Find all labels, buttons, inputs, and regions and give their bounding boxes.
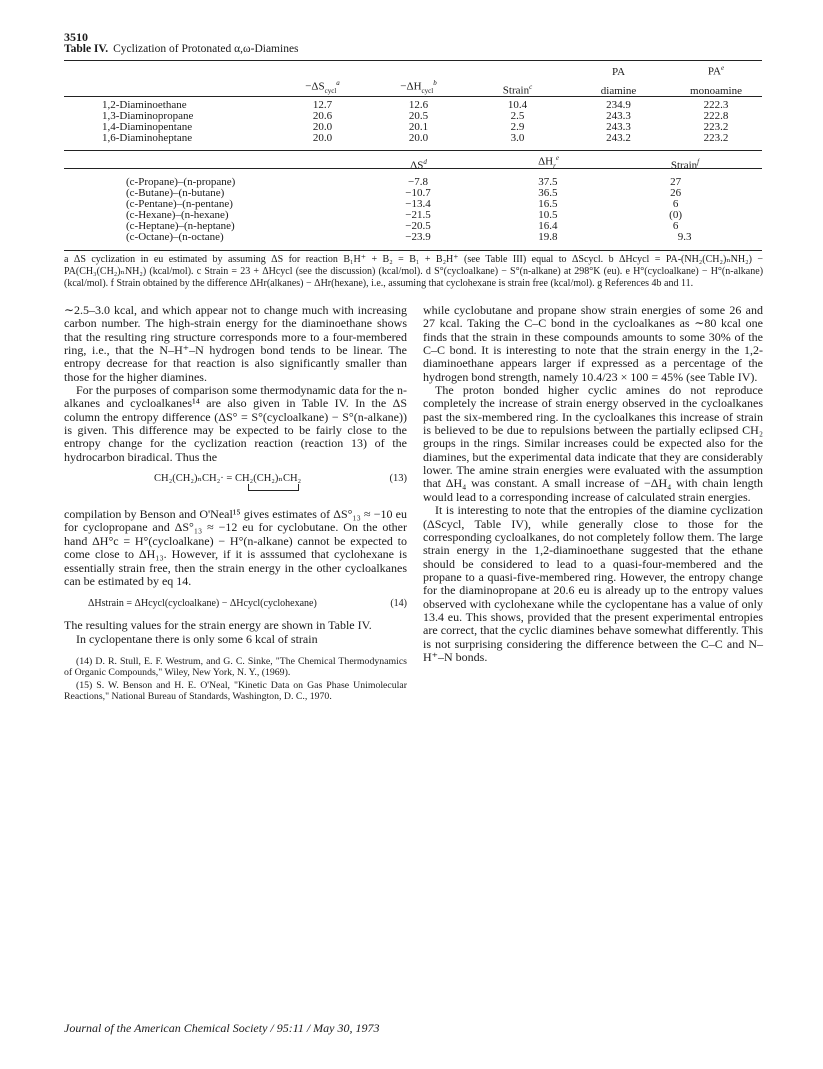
table-title bbox=[64, 43, 299, 55]
paragraph: In cyclopentane there is only some 6 kcal of strain bbox=[76, 631, 318, 646]
paragraph: The resulting values for the strain energy are shown in Table IV. bbox=[64, 618, 372, 633]
table-header-rule bbox=[64, 96, 762, 97]
table-row: (c-Octane)–(n-octane) −23.9 19.8 9.3 bbox=[126, 231, 692, 243]
col-dH-cycl: $-\Delta H_{cycl}^b$ bbox=[400, 78, 437, 95]
table-label: Table IV. bbox=[64, 43, 109, 55]
col-pa-mono-label: $PA^e$ bbox=[707, 64, 725, 78]
table-mid-rule bbox=[64, 150, 762, 151]
table-row: (c-Pentane)–(n-pentane) −13.4 16.5 6 bbox=[126, 198, 679, 210]
footnote-f: f Strain obtained by the difference ΔHr(alkanes) − ΔHr(hexane), i.e., assuming that cyclohexane is strain free (kcal/mol). bbox=[110, 278, 595, 289]
col-dS: $\Delta S^d$ bbox=[410, 158, 427, 172]
footnote-a: a ΔS cyclization in eu estimated by assuming ΔS for reaction B₁H⁺ + B₂ = B₁ + B₂H⁺ (see Table III) equal to ΔScycl. bbox=[64, 254, 604, 265]
table-caption: Cyclization of Protonated α,ω-Diamines bbox=[113, 43, 299, 55]
table-top-rule bbox=[64, 60, 762, 61]
table-body-2 bbox=[64, 177, 762, 243]
table-row: (c-Propane)–(n-propane) −7.8 37.5 27 bbox=[126, 176, 682, 188]
table-row: 1,2-Diaminoethane 12.7 12.6 10.4 234.9 222.3 bbox=[102, 99, 729, 111]
references bbox=[64, 656, 407, 703]
col-monoamine: monoamine bbox=[690, 84, 742, 97]
ring-bracket bbox=[248, 484, 299, 491]
table-row: (c-Hexane)–(n-hexane) −21.5 10.5 (0) bbox=[126, 209, 682, 221]
table-row: (c-Butane)–(n-butane) −10.7 36.5 26 bbox=[126, 187, 682, 199]
equation-13 bbox=[64, 472, 407, 498]
footnote-e: e H°(cycloalkane) − H°(n-alkane) (kcal/mol). bbox=[64, 266, 764, 289]
page-number: 3510 bbox=[64, 30, 88, 44]
table-header-2 bbox=[64, 153, 762, 172]
col-dS-cycl: $-\Delta S_{cycl}^a$ bbox=[305, 78, 340, 95]
right-column bbox=[423, 304, 763, 664]
paragraph: while cyclobutane and propane show strain energies of some 26 and 27 kcal. Taking the C–C bond in the cycloalkanes as ∼80 kcal one finds that the strain in these compounds amounts to some 30% of the C–C bond. It is interesting to note that the strain energy in the 1,2-diaminoethane appears larger if expressed as a percentage of the hydrogen bond strength, namely 10.4/23 × 100 = 45% (see Table IV). bbox=[423, 303, 763, 384]
paragraph: The proton bonded higher cyclic amines do not reproduce completely the increase of strain energy observed in the cycloalkanes past the six-membered ring. In the cycloalkanes this increase of strain is believed to be due to repulsions between the partially eclipsed CH₂ groups in the rings. Similar increases could be expected also for the diamines, but the experimental data indicate that they are considerably lower. The amine strain energies were evaluated with the assumption that ΔH₄ was constant. A small increase of −ΔH₄ with chain length would lead to a corresponding increase of calculated strain energies. bbox=[423, 383, 763, 504]
equation-14 bbox=[64, 597, 407, 611]
table-bottom-rule bbox=[64, 250, 762, 251]
table-row: (c-Heptane)–(n-heptane) −20.5 16.4 6 bbox=[126, 220, 679, 232]
footnote-c: c Strain = 23 + ΔHcycl (see the discussion) (kcal/mol). bbox=[196, 266, 423, 277]
equation-number: (14) bbox=[390, 598, 407, 610]
table-header-rule-2 bbox=[64, 168, 762, 169]
table-row: 1,3-Diaminopropane 20.6 20.5 2.5 243.3 222.8 bbox=[102, 110, 729, 122]
equation-number: (13) bbox=[389, 473, 407, 485]
equation-body: CH₂(CH₂)ₙCH₂· = CH₂(CH₂)ₙCH₂ bbox=[154, 473, 302, 485]
paragraph: It is interesting to note that the entropies of the diamine cyclization (ΔScycl, Table IV), while generally close to those for the corresponding cycloalkanes, do not completely follow them. The large strain energy in the 1,2-diaminoethane suggested that the ethane should be considered to lead to a quasi-four-membered and the propane to a quasi-five-membered ring. However, the entropy change for the diaminopropane at 20.6 eu is already up to the entropy values observed with cyclohexane while the cyclopentane has a value of only 13.4 eu. This shows, provided that the present experimental entropies are correct, that the cyclic diamines behave somewhat differently. This is not surprising considering the difference between the C–C and N–H⁺–N bonds. bbox=[423, 503, 763, 664]
table-row: 1,6-Diaminoheptane 20.0 20.0 3.0 243.2 223.2 bbox=[102, 132, 729, 144]
footnote-b: b ΔHcycl = PA-(NH₂(CH₂)ₙNH₂) − PA(CH₃(CH₂)ₙNH₂) (kcal/mol). bbox=[64, 254, 764, 277]
equation-body: ΔHstrain = ΔHcycl(cycloalkane) − ΔHcycl(cyclohexane) bbox=[88, 598, 317, 610]
reference-15: (15) S. W. Benson and H. E. O'Neal, "Kinetic Data on Gas Phase Unimolecular Reactions," National Bureau of Standards, Washington, D. C., 1970. bbox=[64, 679, 407, 703]
col-strain: Strain$^c$ bbox=[502, 82, 533, 97]
paragraph: For the purposes of comparison some thermodynamic data for the n-alkanes and cycloalkanes¹⁴ are also given in Table IV. In the ΔS column the entropy difference (ΔS° = S°(cycloalkane) − S°(n-alkane)) is given. This difference may be expected to be fairly close to the entropy change for the cyclization reaction (reaction 13) of the hydrocarbon biradical. Thus the bbox=[64, 383, 407, 464]
paragraph: ∼2.5–3.0 kcal, and which appear not to change much with increasing carbon number. The high-strain energy for the diaminoethane shows that the resulting ring structure corresponds more to a four-membered ring, i.e., that the N–H⁺–N hydrogen bond tends to be linear. The entropy decrease for that reaction is also significantly smaller than those for the higher diamines. bbox=[64, 303, 407, 384]
table-header-1 bbox=[64, 63, 762, 100]
table-footnotes bbox=[64, 254, 763, 290]
table-body-1 bbox=[64, 100, 762, 144]
col-pa-label: PA bbox=[611, 65, 626, 78]
col-diamine: diamine bbox=[600, 84, 637, 97]
col-dHr: $\Delta H_r^e$ bbox=[538, 154, 559, 170]
paragraph: compilation by Benson and O'Neal¹⁵ gives estimates of ΔS°₁₃ ≈ −10 eu for cyclopropane and ΔS°₁₃ ≈ −12 eu for cyclobutane. On the other hand ΔH°c = H°(cycloalkane) − H°(n-alkane) cannot be expected to come close to ΔH₁₃. However, if it is asssumed that cyclohexane is essentially strain free, then the strain energy in the other cycloalkanes can be estimated by eq 14. bbox=[64, 507, 407, 588]
col-strain-2: Strain$^f$ bbox=[670, 158, 700, 172]
left-column bbox=[64, 304, 407, 704]
journal-footer: Journal of the American Chemical Society / 95:11 / May 30, 1973 bbox=[64, 1021, 380, 1035]
footnote-g: g References 4b and 11. bbox=[597, 278, 694, 289]
footnote-d: d S°(cycloalkane) − S°(n-alkane) at 298°K (eu). bbox=[425, 266, 623, 277]
reference-14: (14) D. R. Stull, E. F. Westrum, and G. C. Sinke, "The Chemical Thermodynamics of Organic Compounds," Wiley, New York, N. Y., (1969). bbox=[64, 655, 407, 679]
table-row: 1,4-Diaminopentane 20.0 20.1 2.9 243.3 223.2 bbox=[102, 121, 729, 133]
